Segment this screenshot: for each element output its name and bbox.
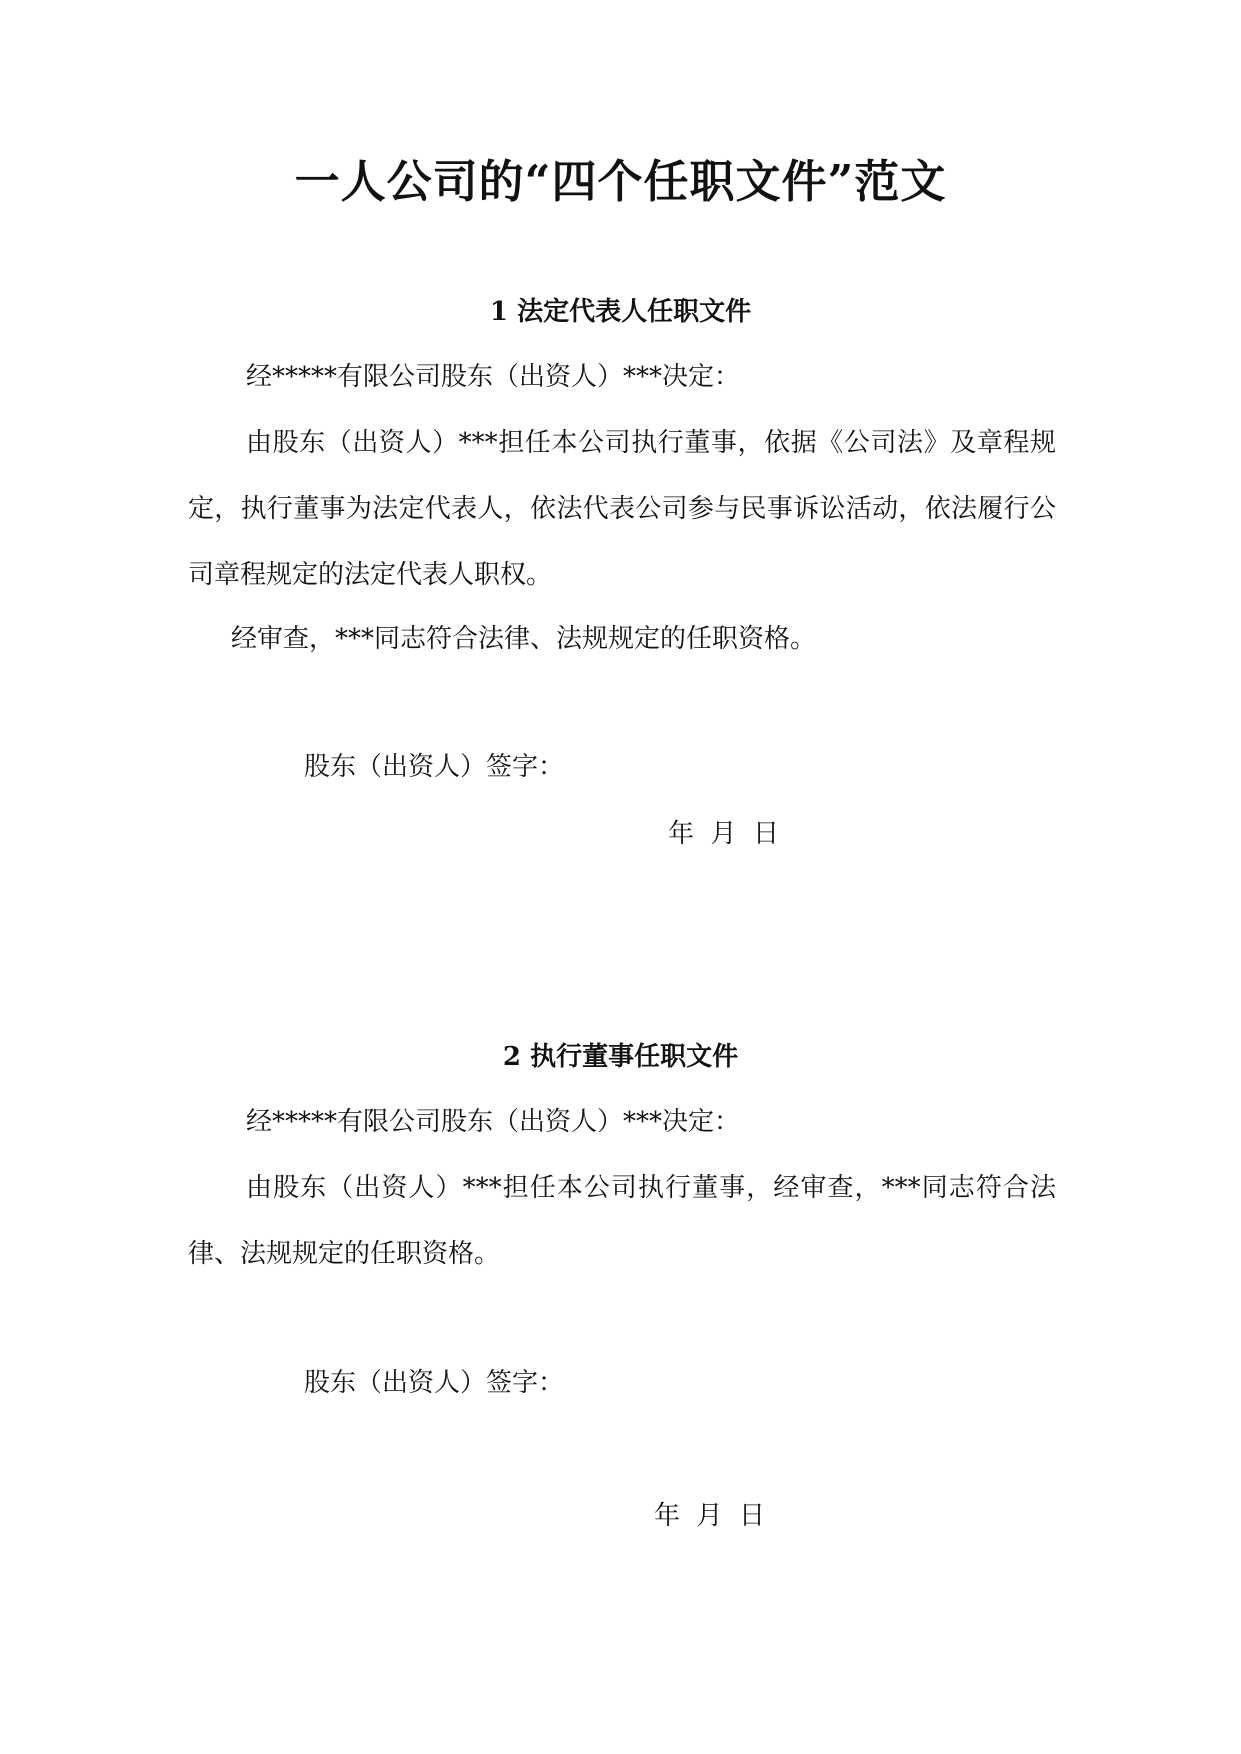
date-line: 年 月 日 xyxy=(654,1501,766,1531)
date-line: 年 月 日 xyxy=(668,819,780,849)
section-heading: 2 执行董事任职文件 xyxy=(502,1042,739,1072)
decision-line: 经*****有限公司股东（出资人）***决定： xyxy=(246,362,741,392)
review-line: 经审查，***同志符合法律、法规规定的任职资格。 xyxy=(231,624,817,654)
body-paragraph: 由股东（出资人）***担任本公司执行董事，依据《公司法》及章程规定，执行董事为法定代表人，依法代表公司参与民事诉讼活动，依法履行公司章程规定的法定代表人职权。 xyxy=(188,428,1056,590)
document-title: 一人公司的“四个任职文件”范文 xyxy=(294,155,947,208)
signature-label: 股东（出资人）签字： xyxy=(304,1368,565,1398)
section-heading: 1 法定代表人任职文件 xyxy=(489,297,752,327)
signature-label: 股东（出资人）签字： xyxy=(304,752,565,782)
decision-line: 经*****有限公司股东（出资人）***决定： xyxy=(246,1107,741,1137)
body-paragraph: 由股东（出资人）***担任本公司执行董事，经审查，***同志符合法律、法规规定的任职资格。 xyxy=(188,1173,1056,1269)
